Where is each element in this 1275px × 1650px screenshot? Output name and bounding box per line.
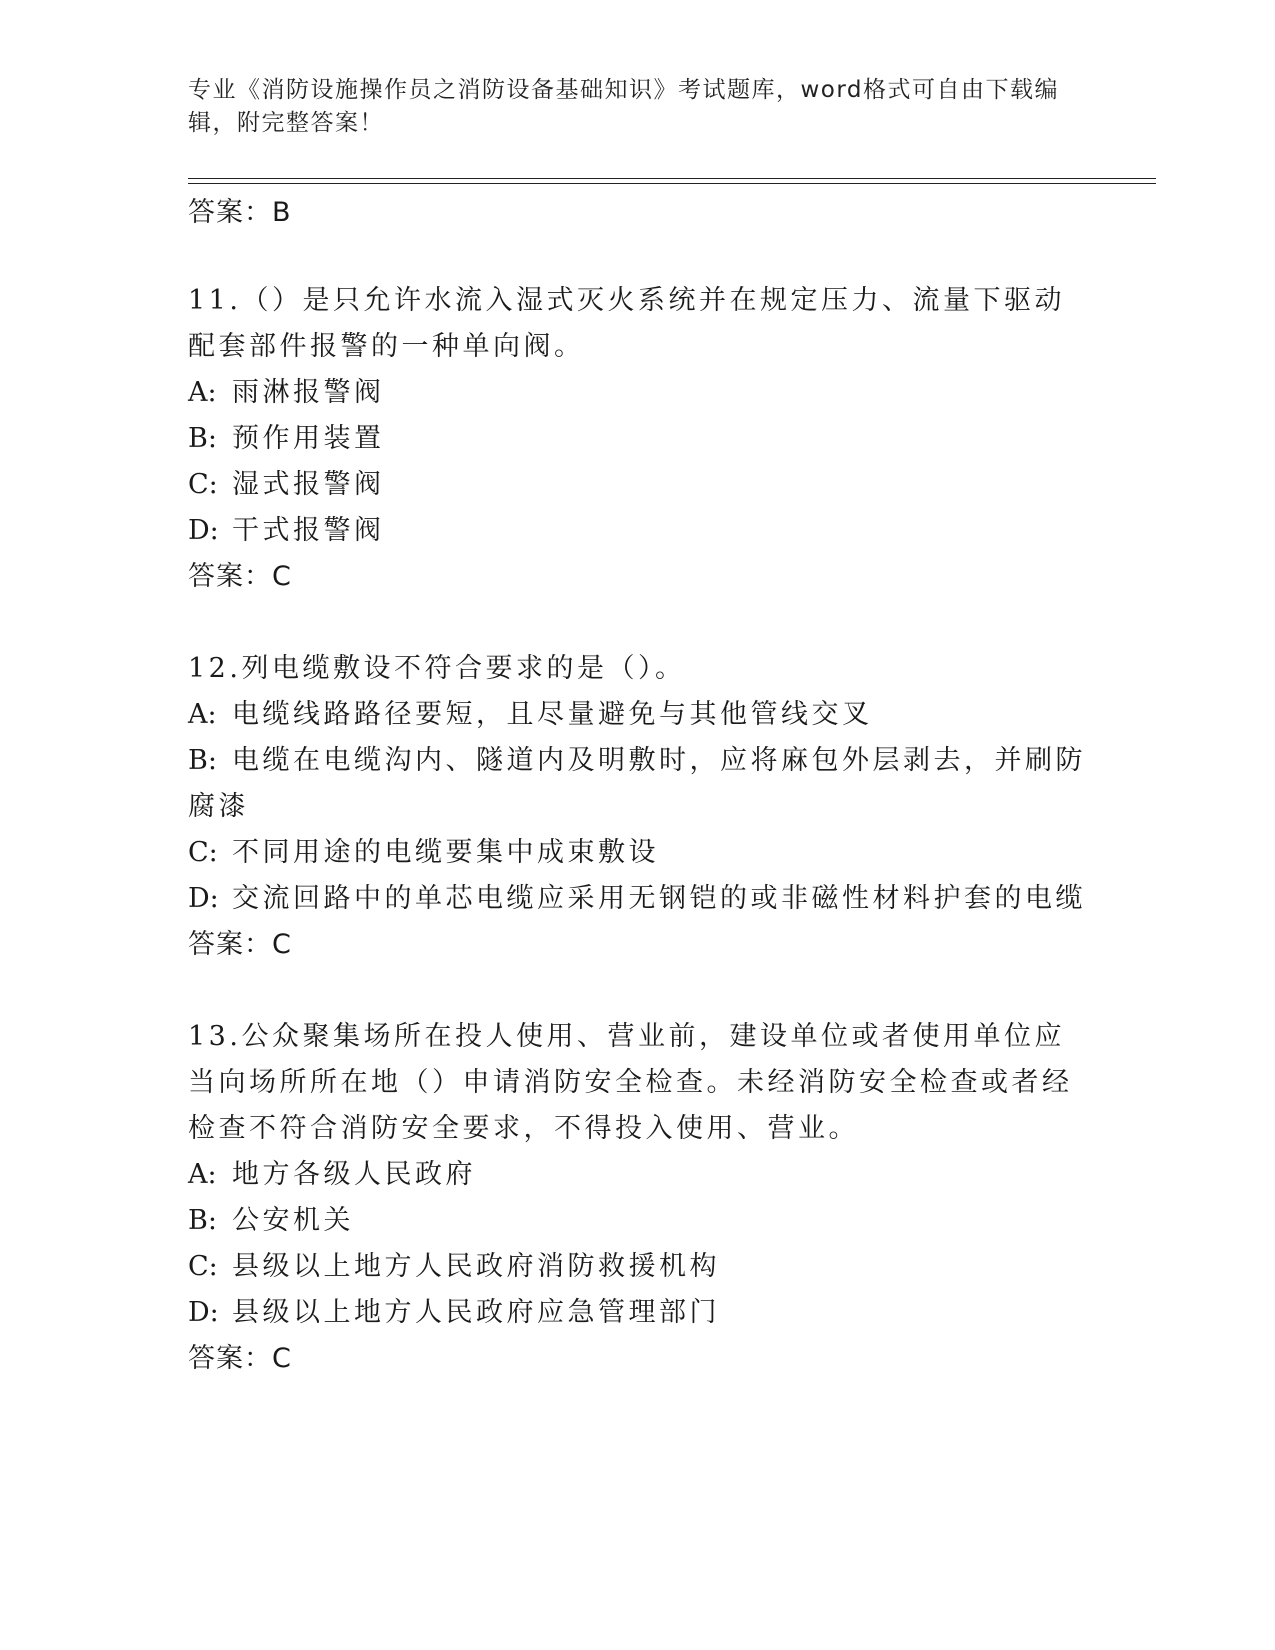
option-d xyxy=(188,1290,1088,1336)
option-c xyxy=(188,830,1088,876)
option-letter: C: xyxy=(188,469,218,500)
option-text: 湿式报警阀 xyxy=(232,469,385,500)
option-text: 预作用装置 xyxy=(232,423,385,454)
option-text: 电缆线路路径要短，且尽量避免与其他管线交叉 xyxy=(232,699,873,730)
option-letter: A: xyxy=(188,699,217,730)
option-d xyxy=(188,508,1088,554)
question-answer: 答案：C xyxy=(188,929,292,960)
option-letter: A: xyxy=(188,1159,217,1190)
option-text: 公安机关 xyxy=(232,1205,354,1236)
question-11 xyxy=(188,278,1088,600)
page-header: 专业《消防设施操作员之消防设备基础知识》考试题库，word格式可自由下载编辑，附完整答案！ xyxy=(188,77,1060,136)
question-stem: 11.（）是只允许水流入湿式灭火系统并在规定压力、流量下驱动配套部件报警的一种单向阀。 xyxy=(188,285,1065,362)
option-letter: C: xyxy=(188,1251,218,1282)
option-letter: C: xyxy=(188,837,218,868)
option-letter: B: xyxy=(188,745,217,776)
option-letter: B: xyxy=(188,1205,217,1236)
option-d xyxy=(188,876,1088,922)
option-text: 县级以上地方人民政府消防救援机构 xyxy=(232,1251,720,1282)
question-stem: 13.公众聚集场所在投人使用、营业前，建设单位或者使用单位应当向场所所在地（）申请消防安全检查。未经消防安全检查或者经检查不符合消防安全要求，不得投入使用、营业。 xyxy=(188,1021,1073,1144)
question-12 xyxy=(188,646,1088,968)
previous-question-answer: 答案：B xyxy=(188,197,292,228)
option-letter: A: xyxy=(188,377,217,408)
question-13 xyxy=(188,1014,1088,1382)
option-b xyxy=(188,416,1088,462)
question-answer: 答案：C xyxy=(188,1343,292,1374)
option-b xyxy=(188,738,1088,830)
option-b xyxy=(188,1198,1088,1244)
option-text: 不同用途的电缆要集中成束敷设 xyxy=(232,837,659,868)
header-divider-top xyxy=(188,178,1156,179)
question-answer: 答案：C xyxy=(188,561,292,592)
option-c xyxy=(188,462,1088,508)
question-stem: 12.列电缆敷设不符合要求的是（）。 xyxy=(188,653,686,684)
option-c xyxy=(188,1244,1088,1290)
option-text: 地方各级人民政府 xyxy=(232,1159,476,1190)
option-letter: B: xyxy=(188,423,217,454)
option-letter: D: xyxy=(188,1297,219,1328)
option-text: 雨淋报警阀 xyxy=(232,377,385,408)
option-text: 干式报警阀 xyxy=(232,515,385,546)
header-divider-bottom xyxy=(188,183,1156,184)
option-text: 交流回路中的单芯电缆应采用无钢铠的或非磁性材料护套的电缆 xyxy=(232,883,1086,914)
option-a xyxy=(188,692,1088,738)
question-list xyxy=(188,190,1088,1428)
option-text: 县级以上地方人民政府应急管理部门 xyxy=(232,1297,720,1328)
option-text: 电缆在电缆沟内、隧道内及明敷时，应将麻包外层剥去，并刷防腐漆 xyxy=(188,745,1086,822)
option-letter: D: xyxy=(188,883,219,914)
option-a xyxy=(188,1152,1088,1198)
option-letter: D: xyxy=(188,515,219,546)
option-a xyxy=(188,370,1088,416)
